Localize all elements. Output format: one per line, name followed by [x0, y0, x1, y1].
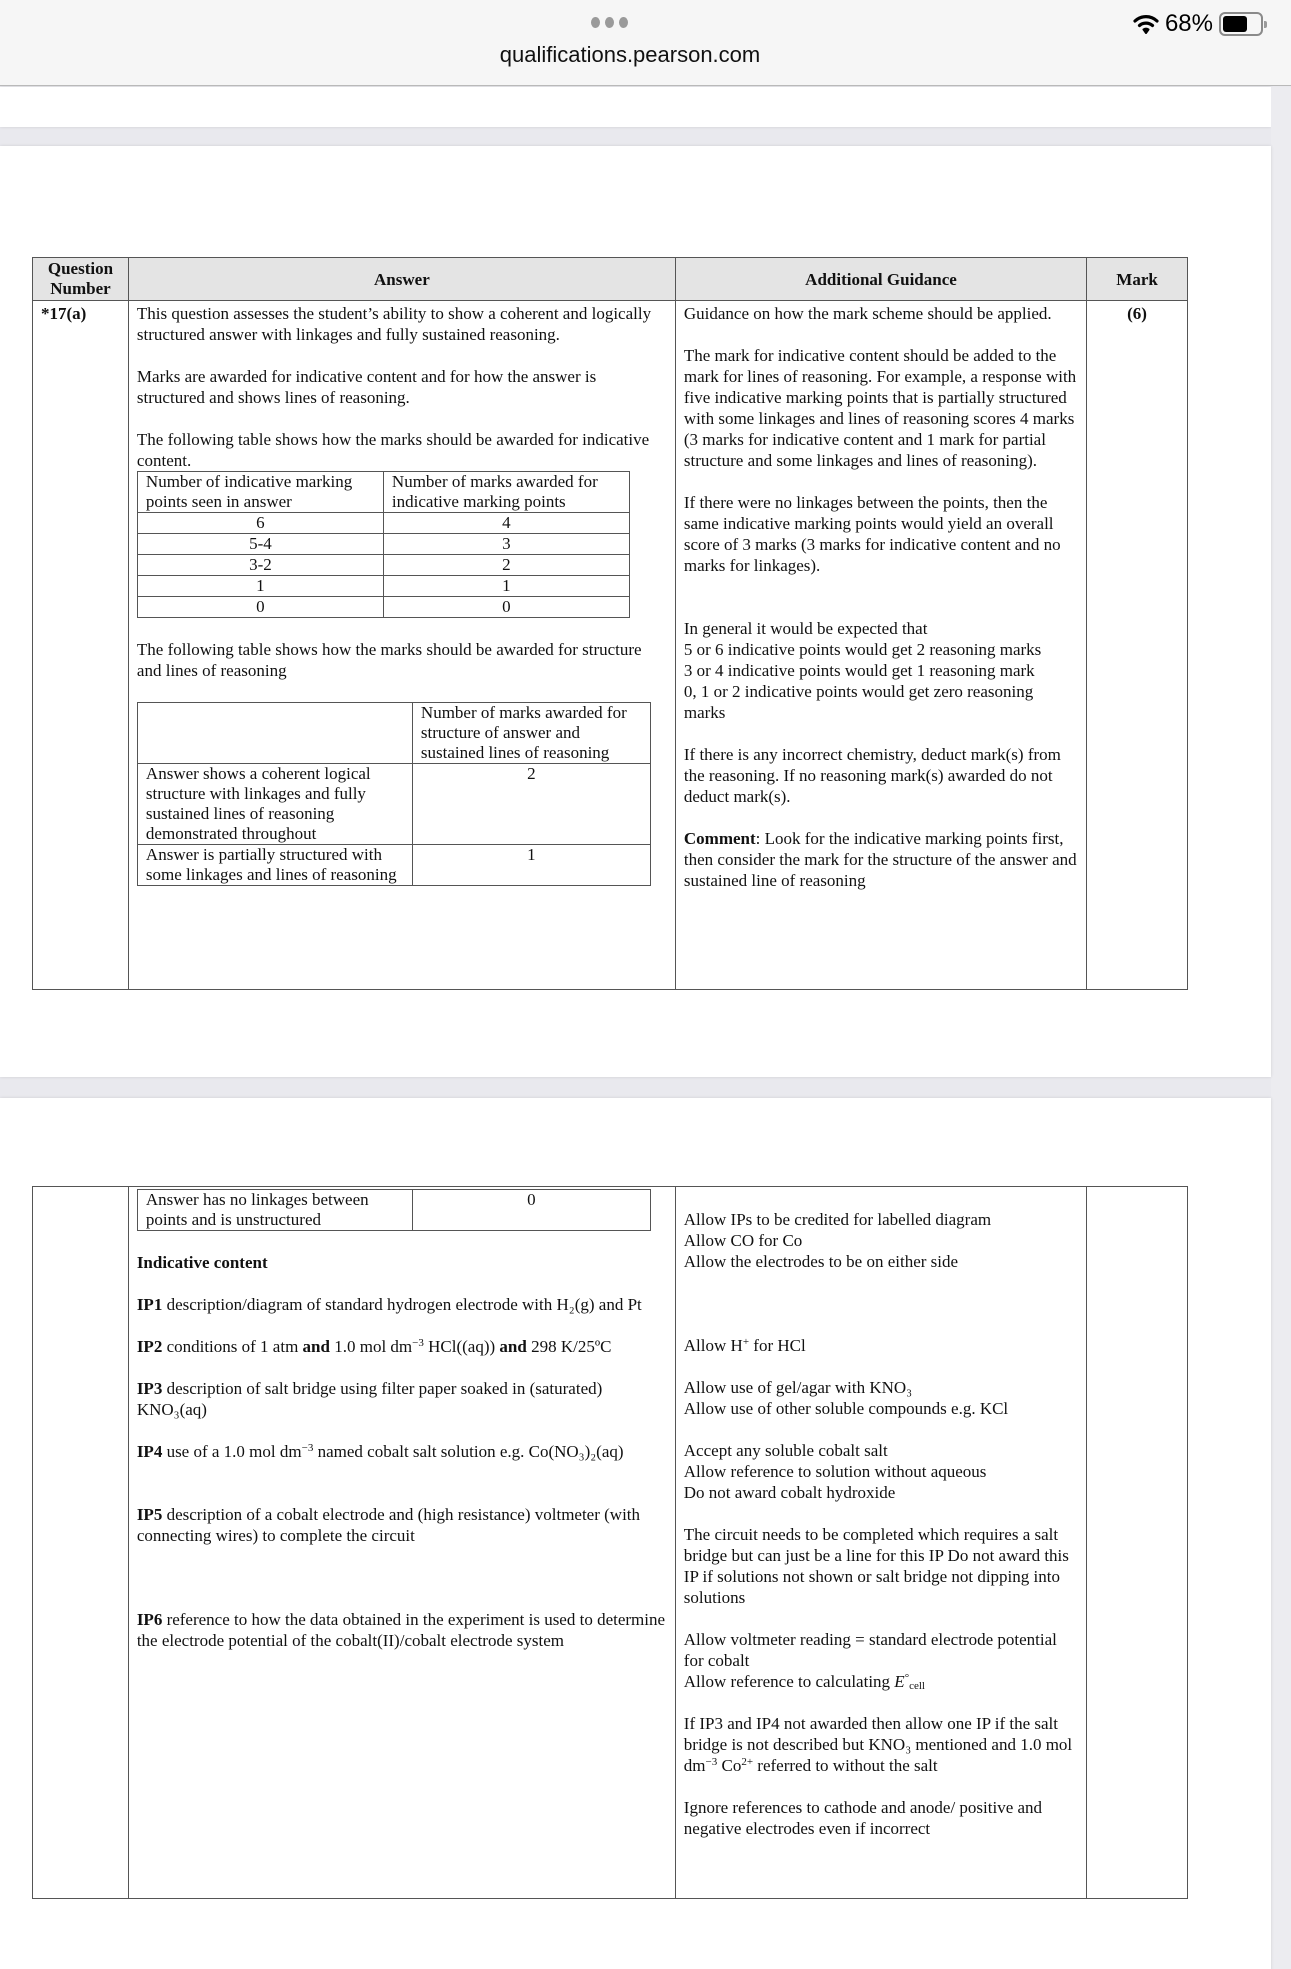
ip-label: IP5 — [136, 1505, 163, 1524]
ip-emphasis: and — [302, 1337, 330, 1356]
table-cell: Answer shows a coherent logical structure with linkages and fully sustained lines of reasoning demonstrated throughout — [137, 764, 412, 845]
guidance-text: Allow IPs to be credited for labelled diagram — [683, 1210, 992, 1229]
guidance-text: Ignore references to cathode and anode/ positive and negative electrodes even if incorrect — [683, 1798, 1043, 1838]
guidance-ip6 — [684, 1671, 1078, 1692]
guidance-text: for HCl — [749, 1336, 806, 1355]
ip-text: 298 K/25ºC — [531, 1337, 612, 1356]
mark-value: (6) — [1087, 301, 1188, 990]
indicative-content-heading — [137, 1252, 667, 1273]
table-row — [137, 513, 629, 534]
table-cell: 4 — [383, 513, 629, 534]
guidance-text: In general it would be expected that — [683, 619, 928, 638]
ip-text: use of a 1.0 mol dm — [166, 1442, 302, 1461]
table-row — [137, 555, 629, 576]
table-cell: 1 — [383, 576, 629, 597]
guidance-text: The mark for indicative content should be added to the mark for lines of reasoning. For example, a response with five indicative marking points that is partially structured with some linkages and lines of reasoning scores 4 marks (3 marks for indicative content and 1 mark for partial structure and some linkages and lines of reasoning). — [683, 346, 1077, 470]
table-cell: 3 — [383, 534, 629, 555]
table1-intro: The following table shows how the marks should be awarded for indicative content. — [136, 430, 650, 470]
ip-label: IP2 — [136, 1337, 163, 1356]
guidance-text: Allow use of gel/agar with KNO₃ — [683, 1378, 913, 1397]
indicative-point-ip4 — [137, 1441, 667, 1462]
guidance-text: Co — [717, 1756, 742, 1775]
previous-page — [0, 87, 1271, 127]
table-header: Number of marks awarded for indicative marking points — [383, 472, 629, 513]
table-row — [137, 764, 650, 845]
guidance-text: Allow reference to solution without aqueous — [683, 1462, 987, 1481]
table-row — [137, 597, 629, 618]
col-header-answer: Answer — [128, 258, 675, 301]
guidance-text: The circuit needs to be completed which requires a salt bridge but can just be a line for this IP Do not award this IP if solutions not shown or salt bridge not dipping into solutions — [683, 1525, 1069, 1607]
indicative-point-ip1 — [137, 1294, 667, 1315]
guidance-text: If there were no linkages between the points, then the same indicative marking points would yield an overall score of 3 marks (3 marks for indicative content and no marks for linkages). — [683, 493, 1061, 575]
table-cell: 2 — [383, 555, 629, 576]
ip-text: reference to how the data obtained in the experiment is used to determine the electrode potential of the cobalt(II)/cobalt electrode system — [136, 1610, 666, 1650]
table-header: Number of indicative marking points seen in answer — [137, 472, 383, 513]
guidance-ip34 — [684, 1713, 1078, 1776]
question-number-cell — [33, 1187, 129, 1899]
table-header-row — [137, 703, 650, 764]
guidance-text: If there is any incorrect chemistry, deduct mark(s) from the reasoning. If no reasoning mark(s) awarded do not deduct mark(s). — [683, 745, 1061, 806]
guidance-superscript: −3 — [705, 1756, 718, 1768]
col-header-question-number: Question Number — [33, 258, 129, 301]
guidance-cell — [675, 1187, 1086, 1899]
guidance-cell — [675, 301, 1086, 990]
guidance-superscript: + — [742, 1336, 750, 1348]
battery-icon — [1219, 12, 1263, 36]
indicative-point-ip2 — [137, 1336, 667, 1357]
ip-text: HCl((aq)) — [428, 1337, 496, 1356]
guidance-comment — [684, 828, 1078, 891]
indicative-point-ip3 — [137, 1378, 667, 1420]
ip-superscript: −3 — [301, 1442, 314, 1454]
guidance-text: 5 or 6 indicative points would get 2 reasoning marks — [683, 640, 1042, 659]
status-bar — [1133, 10, 1263, 38]
table-cell: Answer is partially structured with some linkages and lines of reasoning — [137, 845, 412, 886]
col-header-mark: Mark — [1087, 258, 1188, 301]
guidance-ip2 — [684, 1335, 1078, 1356]
ip-text: named cobalt salt solution e.g. Co(NO₃)₂(aq) — [317, 1442, 624, 1461]
comment-label: Comment — [683, 829, 756, 848]
table-row — [33, 1187, 1188, 1899]
guidance-text: Allow reference to calculating — [683, 1672, 895, 1691]
guidance-subscript: cell — [909, 1680, 925, 1692]
ip-text: description of salt bridge using filter paper soaked in (saturated) KNO₃(aq) — [136, 1379, 603, 1419]
guidance-superscript: 2+ — [741, 1756, 754, 1768]
guidance-text: 3 or 4 indicative points would get 1 reasoning mark — [683, 661, 1035, 680]
table-cell: 0 — [383, 597, 629, 618]
document-page — [0, 1098, 1271, 1969]
table-cell: 1 — [137, 576, 383, 597]
indicative-marks-table — [137, 471, 630, 618]
table-row — [137, 576, 629, 597]
guidance-text: Allow use of other soluble compounds e.g. KCl — [683, 1399, 1009, 1418]
table-row — [137, 845, 650, 886]
table-row — [137, 1190, 650, 1231]
table-cell: 3-2 — [137, 555, 383, 576]
answer-cell — [128, 1187, 675, 1899]
guidance-text: Allow voltmeter reading = standard electrode potential for cobalt — [683, 1630, 1057, 1670]
indicative-point-ip6 — [137, 1609, 667, 1651]
ip-label: IP6 — [136, 1610, 163, 1629]
guidance-text: 0, 1 or 2 indicative points would get zero reasoning marks — [683, 682, 1034, 722]
guidance-text: Allow the electrodes to be on either side — [683, 1252, 959, 1271]
ip-superscript: −3 — [412, 1337, 424, 1349]
table-cell: Answer has no linkages between points and is unstructured — [137, 1190, 412, 1231]
guidance-text: If IP3 and IP4 not awarded then allow one IP if the salt bridge is not described but KNO₃ mentioned and 1.0 mol dm — [683, 1714, 1073, 1775]
table-cell: 6 — [137, 513, 383, 534]
guidance-text: Allow H — [683, 1336, 743, 1355]
ip-text: 1.0 mol dm — [334, 1337, 413, 1356]
battery-percent: 68% — [1164, 10, 1213, 37]
guidance-text: referred to without the salt — [753, 1756, 938, 1775]
comment-text: : Look for the indicative marking points first, then consider the mark for the structure of the answer and sustained line of reasoning — [683, 829, 1077, 890]
guidance-text: Do not award cobalt hydroxide — [683, 1483, 896, 1502]
table-cell: 0 — [412, 1190, 650, 1231]
structure-marks-table — [137, 702, 651, 886]
mark-scheme-table — [32, 257, 1188, 990]
table-row — [137, 534, 629, 555]
guidance-text: Guidance on how the mark scheme should be applied. — [683, 304, 1052, 323]
answer-cell — [128, 301, 675, 990]
question-number: *17(a) — [33, 301, 129, 990]
browser-toolbar — [0, 0, 1291, 86]
table-row — [33, 301, 1188, 990]
mark-scheme-table-continued — [32, 1186, 1188, 1899]
table-cell: 0 — [137, 597, 383, 618]
answer-marks-awarded: Marks are awarded for indicative content and for how the answer is structured and shows lines of reasoning. — [136, 367, 597, 407]
document-page — [0, 146, 1271, 1077]
ip-emphasis: and — [499, 1337, 527, 1356]
address-bar[interactable]: qualifications.pearson.com — [499, 42, 761, 67]
scrollbar-track[interactable] — [1271, 87, 1291, 1969]
col-header-additional-guidance: Additional Guidance — [675, 258, 1086, 301]
wifi-icon — [1133, 13, 1159, 35]
more-options-icon[interactable] — [591, 17, 628, 28]
table-header — [137, 703, 412, 764]
battery-level — [1223, 16, 1247, 32]
ip-text: description of a cobalt electrode and (high resistance) voltmeter (with connecting wires) to complete the circuit — [136, 1505, 641, 1545]
ip-text: conditions of 1 atm — [166, 1337, 299, 1356]
guidance-superscript: ° — [904, 1672, 910, 1684]
ip-label: IP4 — [136, 1442, 163, 1461]
answer-intro: This question assesses the student’s ability to show a coherent and logically structured answer with linkages and fully sustained reasoning. — [136, 304, 652, 344]
table-cell: 1 — [412, 845, 650, 886]
guidance-symbol: E — [894, 1672, 905, 1691]
table-cell: 2 — [412, 764, 650, 845]
indicative-heading-text: Indicative content — [136, 1253, 268, 1272]
ip-label: IP3 — [136, 1379, 163, 1398]
header-row — [33, 258, 1188, 301]
guidance-text: Allow CO for Co — [683, 1231, 803, 1250]
indicative-point-ip5 — [137, 1504, 667, 1546]
mark-cell — [1087, 1187, 1188, 1899]
table2-intro: The following table shows how the marks should be awarded for structure and lines of reasoning — [136, 640, 642, 680]
guidance-text: Accept any soluble cobalt salt — [683, 1441, 888, 1460]
structure-marks-table-continued — [137, 1189, 651, 1231]
table-header: Number of marks awarded for structure of answer and sustained lines of reasoning — [412, 703, 650, 764]
table-header-row — [137, 472, 629, 513]
ip-label: IP1 — [136, 1295, 163, 1314]
table-cell: 5-4 — [137, 534, 383, 555]
ip-text: description/diagram of standard hydrogen electrode with H₂(g) and Pt — [166, 1295, 642, 1314]
